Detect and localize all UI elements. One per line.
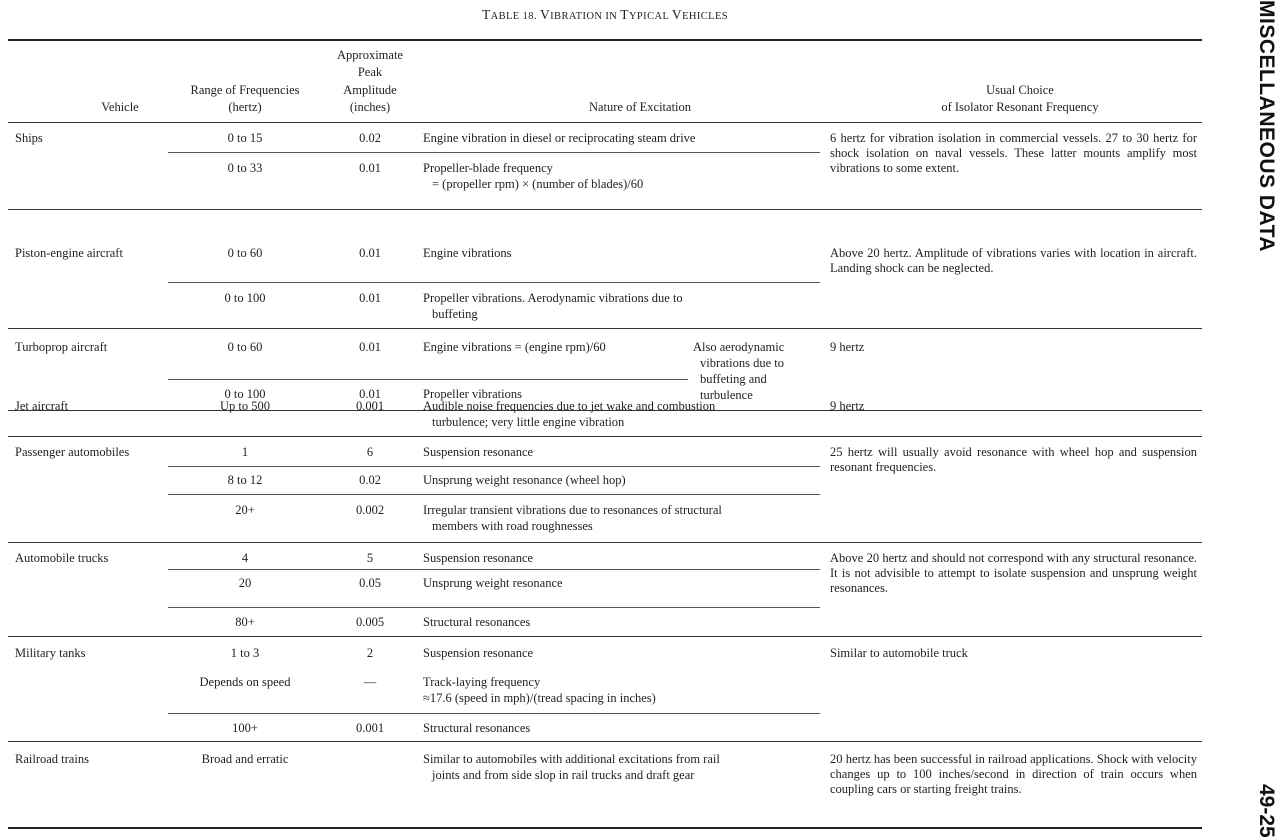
range-cell: 0 to 60 xyxy=(227,340,263,354)
amplitude-cell: 0.005 xyxy=(355,615,385,629)
amplitude-cell: — xyxy=(363,675,377,689)
amplitude-cell: 0.001 xyxy=(355,399,385,413)
page-number: 49-25 xyxy=(1255,784,1278,838)
choice-cell: Similar to automobile truck xyxy=(830,646,968,660)
nature-cell: Structural resonances xyxy=(423,721,531,735)
header-amplitude-line2: Peak xyxy=(357,65,383,79)
vehicle-automobiles: Passenger automobiles xyxy=(15,445,130,459)
header-choice-line1: Usual Choice xyxy=(986,83,1054,97)
amplitude-cell: 2 xyxy=(366,646,374,660)
vehicle-jet: Jet aircraft xyxy=(15,399,69,413)
range-cell: 1 to 3 xyxy=(230,646,260,660)
nature-cell: Unsprung weight resonance xyxy=(423,576,563,590)
vehicle-ships: Ships xyxy=(15,131,43,145)
header-amplitude-line3: Amplitude xyxy=(343,83,397,97)
row-divider xyxy=(168,152,820,153)
nature-cell: Audible noise frequencies due to jet wake and combustion xyxy=(423,399,716,413)
choice-cell: Above 20 hertz. Amplitude of vibrations varies with location in aircraft. Landing shock can be neglected. xyxy=(830,246,1197,275)
choice-cell: 20 hertz has been successful in railroad applications. Shock with velocity changes up to 100 inches/second in direction of train occurs when coupling cars or starting freight trains. xyxy=(830,752,1197,796)
range-cell: 20 xyxy=(238,576,252,590)
aside-line4: turbulence xyxy=(700,388,753,402)
aside-line1: Also aerodynamic xyxy=(693,340,785,354)
header-choice-line2: of Isolator Resonant Frequency xyxy=(941,100,1099,114)
range-cell: 0 to 100 xyxy=(224,387,266,401)
section-rule xyxy=(8,741,1202,742)
bottom-rule xyxy=(8,827,1202,829)
top-rule xyxy=(8,39,1202,41)
choice-cell: 25 hertz will usually avoid resonance with wheel hop and suspension resonant frequencies. xyxy=(830,445,1197,474)
row-divider xyxy=(168,607,820,608)
amplitude-cell: 0.01 xyxy=(359,246,381,260)
nature-cell-formula: = (propeller rpm) × (number of blades)/60 xyxy=(432,177,644,191)
choice-cell: 9 hertz xyxy=(830,340,865,354)
amplitude-cell: 6 xyxy=(366,445,374,459)
range-cell: 20+ xyxy=(235,503,255,517)
amplitude-cell: 0.002 xyxy=(355,503,385,517)
nature-cell: Propeller-blade frequency xyxy=(423,161,553,175)
vehicle-tanks: Military tanks xyxy=(15,646,86,660)
nature-cell: Propeller vibrations xyxy=(423,387,522,401)
vehicle-trucks: Automobile trucks xyxy=(15,551,109,565)
vehicle-piston-aircraft: Piston-engine aircraft xyxy=(15,246,123,260)
nature-cell: Propeller vibrations. Aerodynamic vibrations due to xyxy=(423,291,683,305)
section-rule xyxy=(8,436,1202,437)
nature-cell: Structural resonances xyxy=(423,615,531,629)
amplitude-cell: 0.01 xyxy=(359,161,381,175)
amplitude-cell: 5 xyxy=(366,551,374,565)
section-rule xyxy=(8,209,1202,210)
nature-cell-cont: turbulence; very little engine vibration xyxy=(432,415,625,429)
nature-cell: Track-laying frequency xyxy=(423,675,541,689)
nature-cell: Unsprung weight resonance (wheel hop) xyxy=(423,473,626,487)
aside-line2: vibrations due to xyxy=(700,356,785,370)
amplitude-cell: 0.05 xyxy=(359,576,381,590)
range-cell: Broad and erratic xyxy=(201,752,289,766)
vehicle-turboprop: Turboprop aircraft xyxy=(15,340,108,354)
header-amplitude-line1: Approximate xyxy=(337,48,403,62)
aside-line3: buffeting and xyxy=(700,372,767,386)
section-heading: MISCELLANEOUS DATA xyxy=(1255,0,1278,253)
row-divider xyxy=(168,494,820,495)
range-cell: 100+ xyxy=(232,721,258,735)
range-cell: 80+ xyxy=(235,615,255,629)
nature-cell-cont: members with road roughnesses xyxy=(432,519,593,533)
nature-cell-cont: joints and from side slop in rail trucks and draft gear xyxy=(432,768,695,782)
amplitude-cell: 0.02 xyxy=(359,473,381,487)
amplitude-cell: 0.01 xyxy=(359,291,381,305)
nature-cell: Engine vibration in diesel or reciprocating steam drive xyxy=(423,131,696,145)
header-rule xyxy=(8,122,1202,123)
range-cell: Depends on speed xyxy=(199,675,291,689)
header-range-line1: Range of Frequencies xyxy=(190,83,300,97)
nature-cell-cont: buffeting xyxy=(432,307,478,321)
range-cell: 0 to 33 xyxy=(227,161,263,175)
range-cell: Up to 500 xyxy=(220,399,270,413)
row-divider xyxy=(168,466,820,467)
section-rule xyxy=(8,542,1202,543)
row-divider xyxy=(168,713,820,714)
amplitude-cell: 0.01 xyxy=(359,340,381,354)
nature-cell: Similar to automobiles with additional excitations from rail xyxy=(423,752,720,766)
table-title: TABLE 18. VIBRATION IN TYPICAL VEHICLES xyxy=(481,7,729,22)
range-cell: 8 to 12 xyxy=(227,473,263,487)
range-cell: 1 xyxy=(241,445,249,459)
amplitude-cell: 0.01 xyxy=(359,387,381,401)
header-amplitude-line4: (inches) xyxy=(349,100,391,114)
range-cell: 0 to 15 xyxy=(227,131,263,145)
nature-cell: Irregular transient vibrations due to resonances of structural xyxy=(423,503,722,517)
row-divider xyxy=(168,282,820,283)
range-cell: 4 xyxy=(241,551,249,565)
header-nature: Nature of Excitation xyxy=(588,100,692,114)
header-vehicle: Vehicle xyxy=(101,100,139,114)
range-cell: 0 to 100 xyxy=(224,291,266,305)
header-range-line2: (hertz) xyxy=(228,100,262,114)
section-rule xyxy=(8,636,1202,637)
row-divider xyxy=(168,569,820,570)
side-margin xyxy=(1252,0,1280,838)
nature-cell: Suspension resonance xyxy=(423,445,534,459)
row-divider xyxy=(168,379,688,380)
nature-cell: Suspension resonance xyxy=(423,551,534,565)
nature-cell-formula: ≈17.6 (speed in mph)/(tread spacing in inches) xyxy=(423,691,656,705)
choice-cell: Above 20 hertz and should not correspond with any structural resonance. It is not advisible to attempt to isolate suspension and unsprung weight resonances. xyxy=(830,551,1197,595)
vehicle-railroad: Railroad trains xyxy=(15,752,89,766)
nature-cell: Engine vibrations xyxy=(423,246,512,260)
amplitude-cell: 0.001 xyxy=(355,721,385,735)
amplitude-cell: 0.02 xyxy=(359,131,381,145)
range-cell: 0 to 60 xyxy=(227,246,263,260)
choice-cell: 9 hertz xyxy=(830,399,865,413)
section-rule xyxy=(8,328,1202,329)
nature-cell: Engine vibrations = (engine rpm)/60 xyxy=(423,340,606,354)
nature-cell: Suspension resonance xyxy=(423,646,534,660)
choice-cell: 6 hertz for vibration isolation in commercial vessels. 27 to 30 hertz for shock isolation on naval vessels. These latter mounts amplify most vibrations to some extent. xyxy=(830,131,1197,175)
